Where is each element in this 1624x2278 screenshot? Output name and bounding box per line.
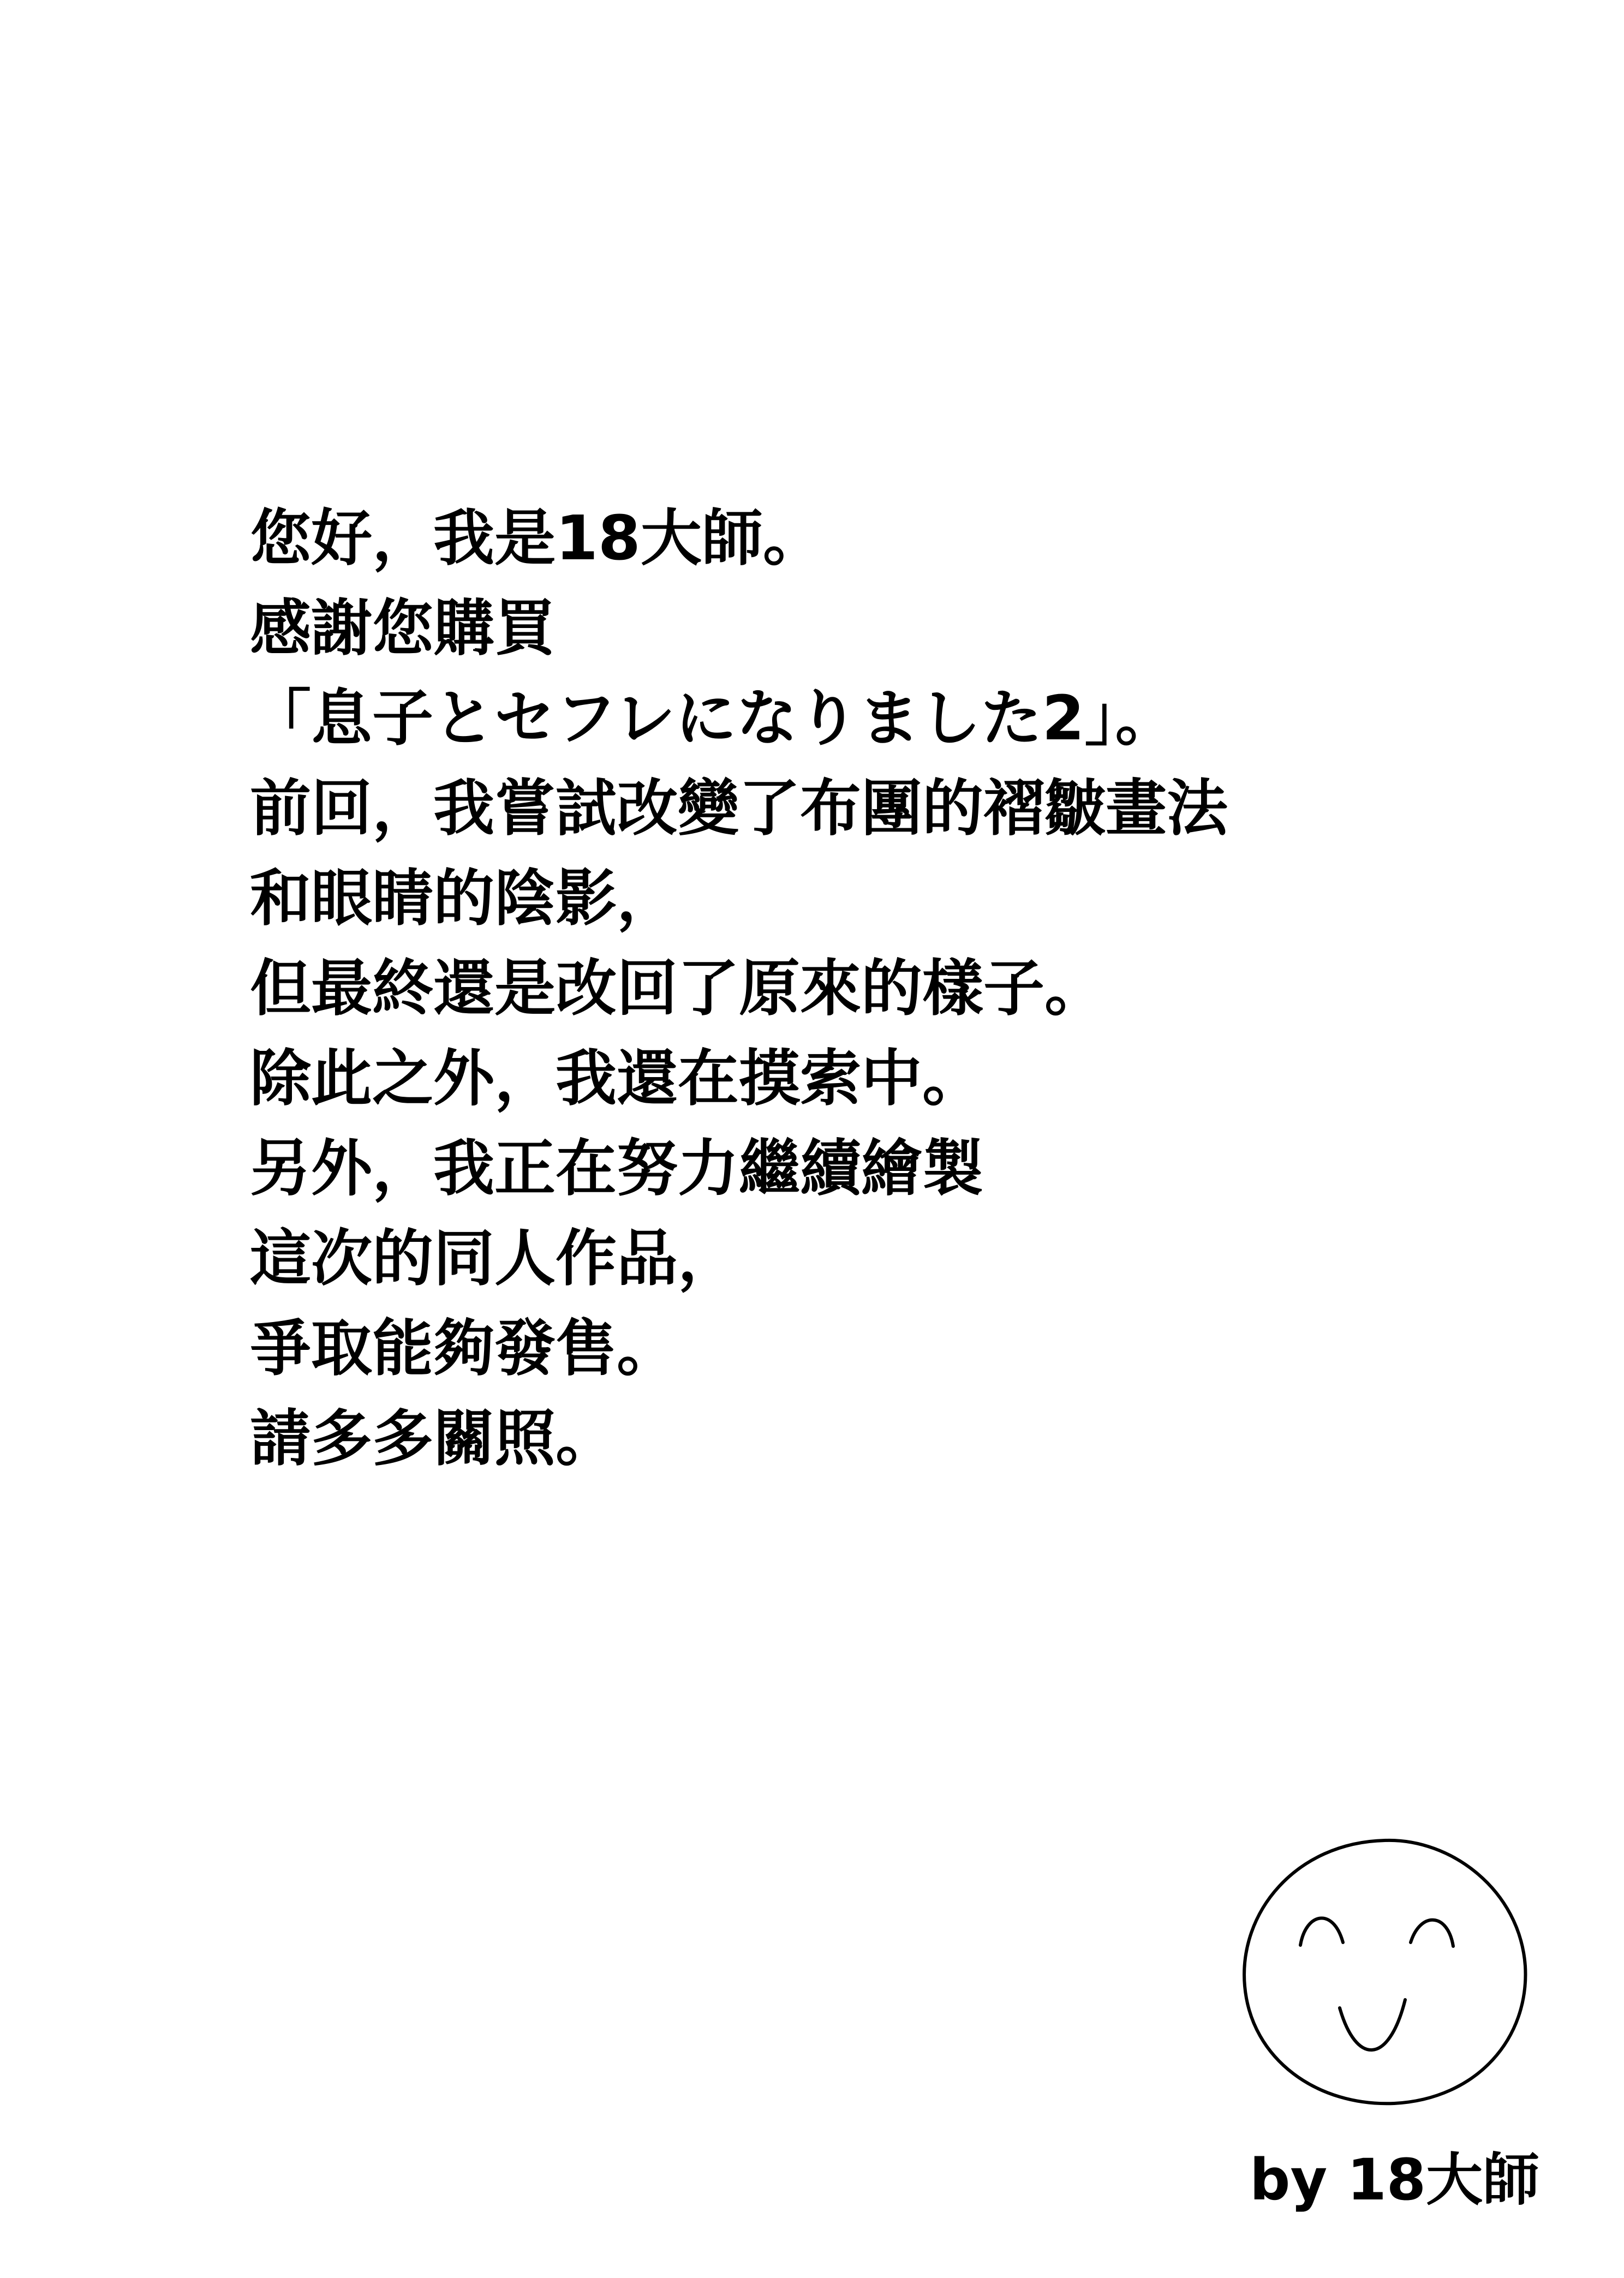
mouth (1340, 2000, 1405, 2050)
message-line-8: 另外，我正在努力繼續繪製 (250, 1133, 983, 1204)
message-line-1: 您好，我是18大師。 (250, 503, 824, 574)
smiley-face-icon (1231, 1831, 1536, 2114)
message-line-2: 感謝您購買 (250, 593, 556, 664)
message-line-11: 請多多關照。 (250, 1403, 617, 1474)
message-line-4: 前回，我嘗試改變了布團的褶皺畫法 (250, 773, 1228, 844)
left-eye (1300, 1918, 1343, 1945)
message-line-3: 「息子とセフレになりました2」。 (250, 683, 1177, 754)
right-eye (1411, 1920, 1453, 1946)
message-line-9: 這次的同人作品， (250, 1223, 739, 1294)
face-outline (1244, 1840, 1525, 2103)
message-line-5: 和眼睛的陰影， (250, 863, 678, 934)
author-signature: by 18大師 (1250, 2147, 1540, 2213)
message-line-6: 但最終還是改回了原來的樣子。 (250, 953, 1106, 1024)
message-line-7: 除此之外，我還在摸索中。 (250, 1043, 983, 1114)
author-message (250, 494, 1505, 1484)
message-line-10: 爭取能夠發售。 (250, 1313, 678, 1384)
